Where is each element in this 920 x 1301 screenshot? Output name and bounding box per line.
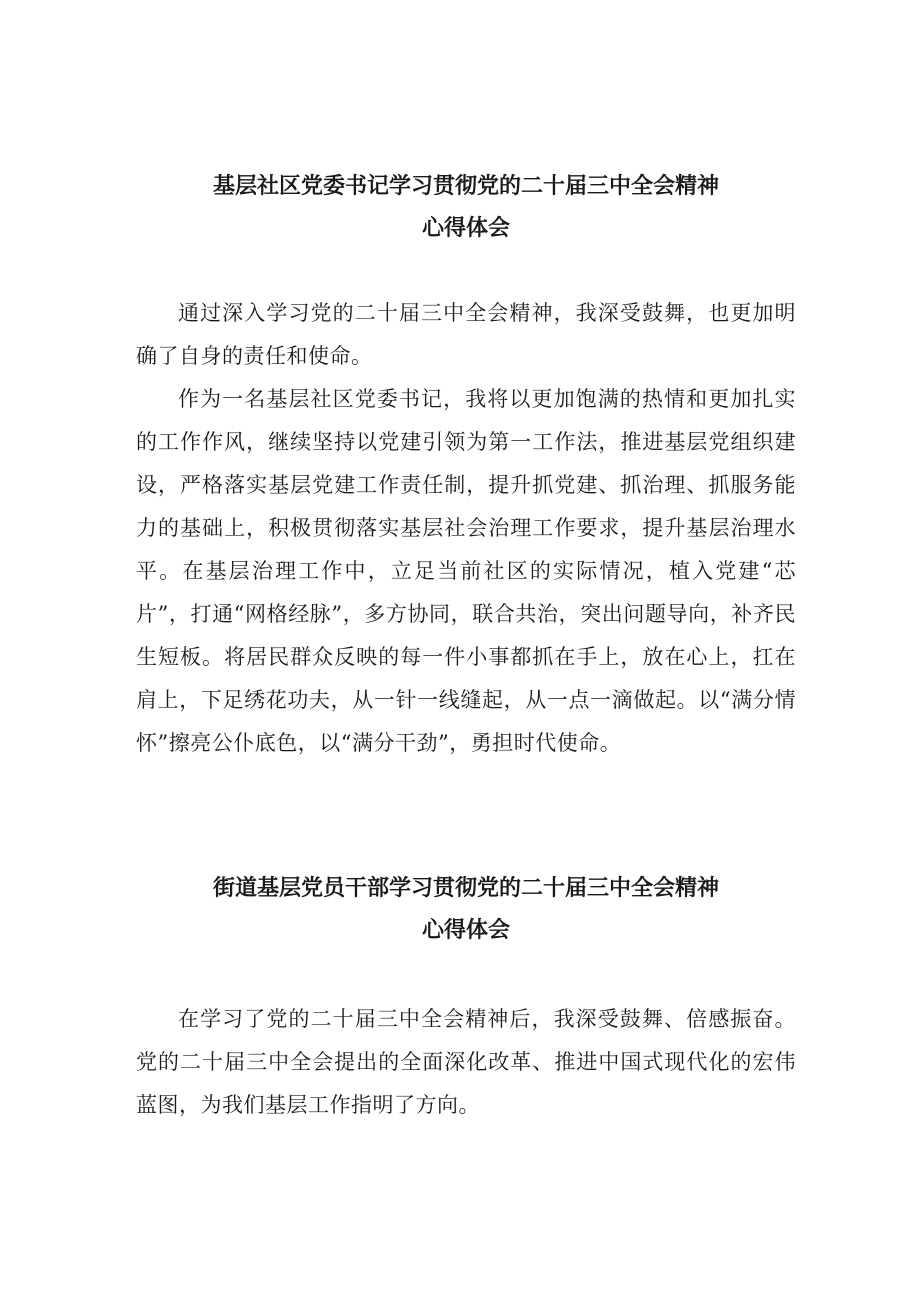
article-title-2-line-1: 街道基层党员干部学习贯彻党的二十届三中全会精神 [212, 876, 719, 901]
article-title-1-line-2: 心得体会 [421, 216, 510, 241]
article-body-2 [136, 998, 796, 1127]
article-title-1 [136, 166, 796, 250]
paragraph: 作为一名基层社区党委书记，我将以更加饱满的热情和更加扎实的工作作风，继续坚持以党建引领为第一工作法，推进基层党组织建设，严格落实基层党建工作责任制，提升抓党建、抓治理、抓服务能力的基础上，积极贯彻落实基层社会治理工作要求，提升基层治理水平。在基层治理工作中，立足当前社区的实际情况，植入党建“芯片”，打通“网格经脉”，多方协同，联合共治，突出问题导向，补齐民生短板。将居民群众反映的每一件小事都抓在手上，放在心上，扛在肩上，下足绣花功夫，从一针一线缝起，从一点一滴做起。以“满分情怀”擦亮公仆底色，以“满分干劲”，勇担时代使命。 [136, 387, 796, 755]
paragraph: 在学习了党的二十届三中全会精神后，我深受鼓舞、倍感振奋。党的二十届三中全会提出的全面深化改革、推进中国式现代化的宏伟蓝图，为我们基层工作指明了方向。 [136, 1007, 796, 1117]
article-title-1-line-1: 基层社区党委书记学习贯彻党的二十届三中全会精神 [212, 174, 719, 199]
article-title-2 [136, 868, 796, 952]
paragraph: 通过深入学习党的二十届三中全会精神，我深受鼓舞，也更加明确了自身的责任和使命。 [136, 301, 796, 368]
article-body-1 [136, 292, 796, 765]
article-title-2-line-2: 心得体会 [421, 918, 510, 943]
article-section-2 [136, 868, 796, 1127]
article-section-1 [136, 166, 796, 765]
